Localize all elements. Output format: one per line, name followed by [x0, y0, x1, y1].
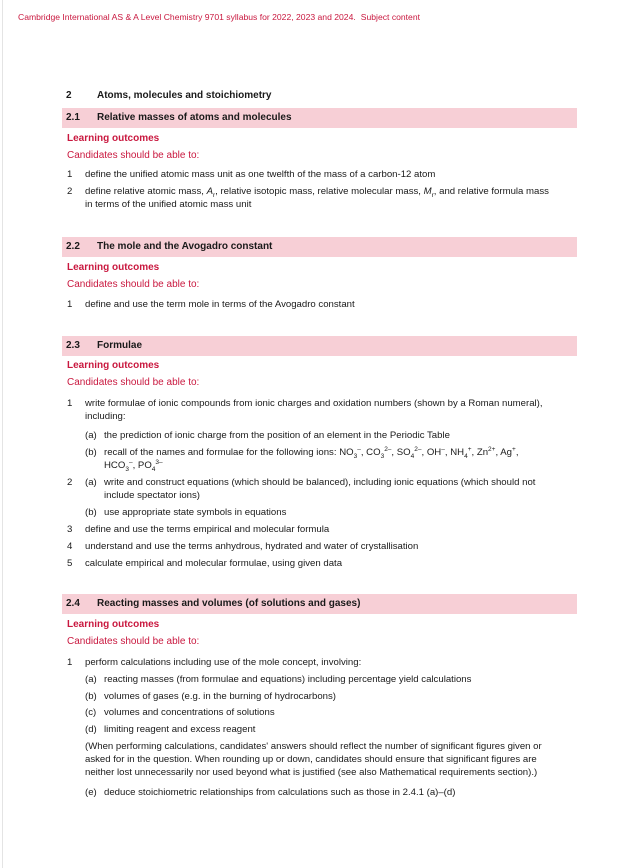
sub-item-label: (b) [85, 691, 97, 702]
chapter-title: Atoms, molecules and stoichiometry [97, 90, 272, 101]
section-number: 2.3 [66, 340, 80, 351]
candidates-label: Candidates should be able to: [67, 279, 200, 290]
item-number: 5 [67, 558, 73, 569]
item-text: define the unified atomic mass unit as one twelfth of the mass of a carbon-12 atom [85, 169, 436, 180]
item-text: write formulae of ionic compounds from ionic charges and oxidation numbers (shown by a Roman numeral), including: [85, 398, 543, 422]
sub-item-label: (a) [85, 477, 97, 488]
sub-item-label: (b) [85, 447, 97, 458]
item-text: define relative atomic mass, $A_r$, relative isotopic mass, relative molecular mass, $M_r$, and relative formula mass in terms of the unified atomic mass unit [85, 186, 549, 210]
sub-item-text: write and construct equations (which should be balanced), including ionic equations (which should not include spectator ions) [104, 477, 536, 501]
item-text: calculate empirical and molecular formulae, using given data [85, 558, 343, 569]
sub-item-text: reacting masses (from formulae and equations) including percentage yield calculations [104, 674, 472, 685]
ion-silver: Ag+ [500, 445, 516, 458]
sub-item-label: (c) [85, 707, 97, 718]
item-text: understand and use the terms anhydrous, hydrated and water of crystallisation [85, 541, 419, 552]
learning-outcomes-label: Learning outcomes [67, 133, 160, 144]
sub-item-label: (d) [85, 724, 97, 735]
section-number: 2.2 [66, 241, 80, 252]
chapter-number: 2 [66, 90, 72, 101]
sub-item-text: deduce stoichiometric relationships from calculations such as those in 2.4.1 (a)–(d) [104, 787, 456, 798]
item-number: 1 [67, 398, 73, 409]
learning-outcomes-label: Learning outcomes [67, 262, 160, 273]
ion-sulfate: $SO_4^{2-}$ [396, 445, 422, 460]
ion-hydroxide: OH– [426, 445, 445, 458]
candidates-label: Candidates should be able to: [67, 636, 200, 647]
sub-item-text: limiting reagent and excess reagent [104, 724, 256, 735]
ion-ammonium: $NH_4^+$ [450, 445, 472, 460]
chapter-heading [62, 90, 272, 101]
ion-phosphate: $PO_4^{3-}$ [137, 458, 163, 473]
sub-item-label: (e) [85, 787, 97, 798]
ion-nitrate: $NO_3^-$ [339, 445, 361, 460]
section-title: The mole and the Avogadro constant [97, 241, 273, 252]
section-2-4-heading [62, 594, 577, 614]
sub-item-text: recall of the names and formulae for the following ions: $NO_3^-$, $CO_3^{2-}$, $SO_4^{2-}$, OH–, $NH_4^+$, $Zn^{2+}$, Ag+, $HCO_3^-$, $PO_4^{3-}$ [104, 445, 519, 473]
item-number: 1 [67, 169, 73, 180]
item-number: 3 [67, 524, 73, 535]
item-number: 2 [67, 477, 73, 488]
item-text: define and use the terms empirical and molecular formula [85, 524, 330, 535]
item-number: 2 [67, 186, 73, 197]
sub-item-label: (a) [85, 674, 97, 685]
item-number: 1 [67, 657, 73, 668]
sub-item-text: the prediction of ionic charge from the position of an element in the Periodic Table [104, 430, 450, 441]
section-title: Reacting masses and volumes (of solutions and gases) [97, 598, 361, 609]
section-2-3-heading [62, 336, 577, 356]
ion-hydrogencarbonate: $HCO_3^-$ [104, 458, 133, 473]
running-header [18, 12, 420, 22]
calculation-note: (When performing calculations, candidates' answers should reflect the number of significant figures given or asked for in the question. When rounding up or down, candidates should ensure that significant figures are neither lost unnecessarily nor used beyond what is justified (see also Mathematical requirements section).) [85, 741, 542, 778]
ion-zinc: $Zn^{2+}$ [476, 445, 496, 458]
sub-item-label: (b) [85, 507, 97, 518]
section-number: 2.4 [66, 598, 80, 609]
section-number: 2.1 [66, 112, 80, 123]
learning-outcomes-label: Learning outcomes [67, 360, 160, 371]
section-title: Relative masses of atoms and molecules [97, 112, 292, 123]
header-section: Subject content [360, 12, 421, 22]
section-title: Formulae [97, 340, 143, 351]
candidates-label: Candidates should be able to: [67, 150, 200, 161]
section-2-1-heading [62, 108, 577, 128]
item-text: define and use the term mole in terms of the Avogadro constant [85, 299, 355, 310]
ion-carbonate: $CO_3^{2-}$ [366, 445, 392, 460]
item-text: perform calculations including use of the mole concept, involving: [85, 657, 362, 668]
page-edge-rule [2, 0, 3, 868]
sub-item-text: use appropriate state symbols in equations [104, 507, 287, 518]
sub-item-text: volumes of gases (e.g. in the burning of hydrocarbons) [104, 691, 336, 702]
section-2-2-heading [62, 237, 577, 257]
item-number: 4 [67, 541, 73, 552]
header-title: Cambridge International AS & A Level Chemistry 9701 syllabus for 2022, 2023 and 2024. [18, 12, 356, 22]
sub-item-text: volumes and concentrations of solutions [104, 707, 275, 718]
item-number: 1 [67, 299, 73, 310]
learning-outcomes-label: Learning outcomes [67, 619, 160, 630]
candidates-label: Candidates should be able to: [67, 377, 200, 388]
sub-item-label: (a) [85, 430, 97, 441]
